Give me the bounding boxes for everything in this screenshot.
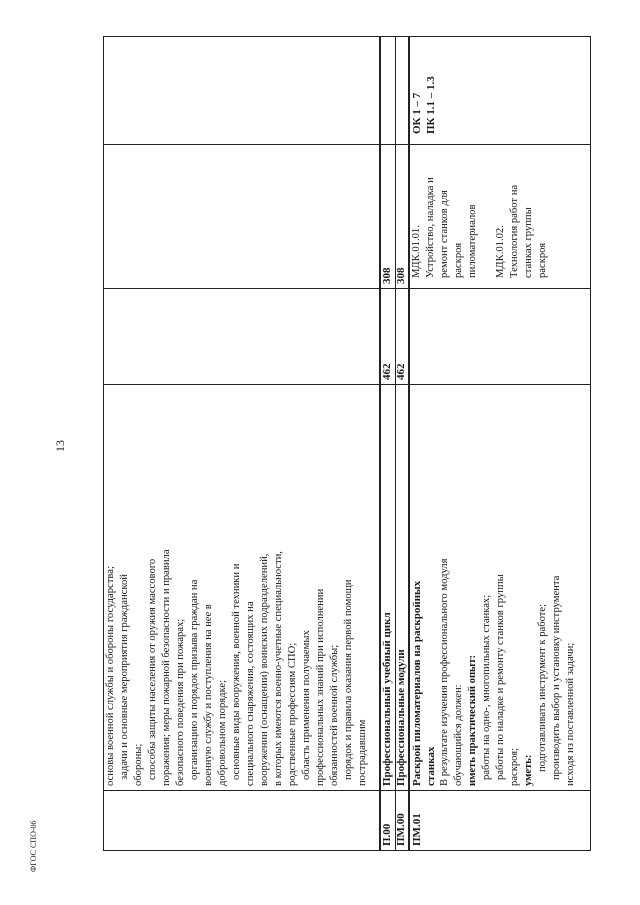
footer-label: ФГОС СПО-06: [29, 820, 38, 872]
mdk-line: МДК.01.01.: [411, 225, 422, 278]
module-body-line: раскроя;: [509, 747, 520, 786]
text-line: безопасного поведения при пожарах;: [175, 618, 186, 786]
column-separator: [103, 384, 591, 385]
text-line: родственные профессиям СПО;: [287, 642, 298, 786]
column-separator: [103, 144, 591, 145]
page-number: 13: [53, 440, 67, 452]
text-line: добровольном порядке;: [217, 679, 228, 786]
module-code: ПМ.01: [411, 813, 423, 846]
text-line: основы военной службы и обороны государства;: [105, 566, 116, 786]
text-line: в которых имеются военно-учетные специальности,: [273, 551, 284, 786]
table-border-bottom: [103, 850, 591, 851]
text-line: поражения; меры пожарной безопасности и правила: [161, 549, 172, 786]
column-separator: [103, 288, 591, 289]
text-line: область применения получаемых: [301, 630, 312, 780]
module-body-line: исходя из поставленной задачи;: [565, 642, 576, 786]
mdk-line: пиломатериалов: [467, 204, 478, 278]
mdk-line: МДК.01.02.: [495, 225, 506, 278]
mdk-line: раскроя: [537, 242, 548, 278]
text-line: организацию и порядок призыва граждан на: [189, 579, 200, 780]
mdk-line: Технология работ на: [509, 184, 520, 278]
mdk-line: ремонт станков для: [439, 190, 450, 278]
row-code: П.00: [381, 823, 393, 846]
table-border-top: [103, 36, 591, 37]
column-separator: [103, 790, 591, 791]
text-line: вооружении (оснащении) воинских подразделений,: [259, 553, 270, 786]
text-line: задачи и основные мероприятия гражданской: [119, 574, 130, 780]
module-body-line: работы по наладке и ремонту станков группы: [495, 574, 506, 780]
row-code: ПМ.00: [395, 813, 407, 846]
row-title: Профессиональный учебный цикл: [381, 612, 393, 786]
module-title-line: станках: [425, 746, 437, 786]
hours-required: 308: [381, 267, 393, 284]
module-body-line: работы на одно-, многопильных станках;: [481, 594, 492, 780]
module-body-line: уметь:: [523, 754, 534, 786]
text-line: обороны;: [133, 743, 144, 786]
text-line: обязанностей военной службы;: [329, 644, 340, 786]
text-line: пострадавшим: [357, 719, 368, 786]
module-body-line: обучающийся должен:: [453, 684, 464, 786]
row-title: Профессиональные модули: [395, 649, 407, 786]
mdk-line: раскроя: [453, 242, 464, 278]
competency-ok: ОК 1 – 7: [411, 92, 423, 134]
row-separator: [409, 36, 410, 851]
text-line: профессиональных знаний при исполнении: [315, 588, 326, 786]
module-body-line: В результате изучения профессионального модуля: [439, 558, 450, 786]
text-line: порядок и правила оказания первой помощи: [343, 579, 354, 780]
hours-total: 462: [381, 363, 393, 380]
mdk-line: Устройство, наладка и: [425, 177, 436, 278]
module-body-line: подготавливать инструмент к работе;: [537, 603, 548, 772]
module-body-line: производить выбор и установку инструмента: [551, 575, 562, 780]
text-line: основные виды вооружения, военной техники и: [231, 563, 242, 780]
hours-total: 462: [395, 363, 407, 380]
competency-pk: ПК 1.1 – 1.3: [425, 76, 437, 134]
text-line: способы защиты населения от оружия массового: [147, 558, 158, 780]
text-line: специального снаряжения, состоящих на: [245, 601, 256, 786]
module-body-line: иметь практический опыт:: [467, 654, 478, 786]
table-border-left: [103, 36, 104, 851]
hours-required: 308: [395, 267, 407, 284]
module-title-line: Раскрой пиломатериалов на раскройных: [411, 580, 423, 786]
text-line: военную службу и поступления на нее в: [203, 604, 214, 786]
table-border-right: [590, 36, 591, 851]
mdk-line: станках группы: [523, 207, 534, 278]
